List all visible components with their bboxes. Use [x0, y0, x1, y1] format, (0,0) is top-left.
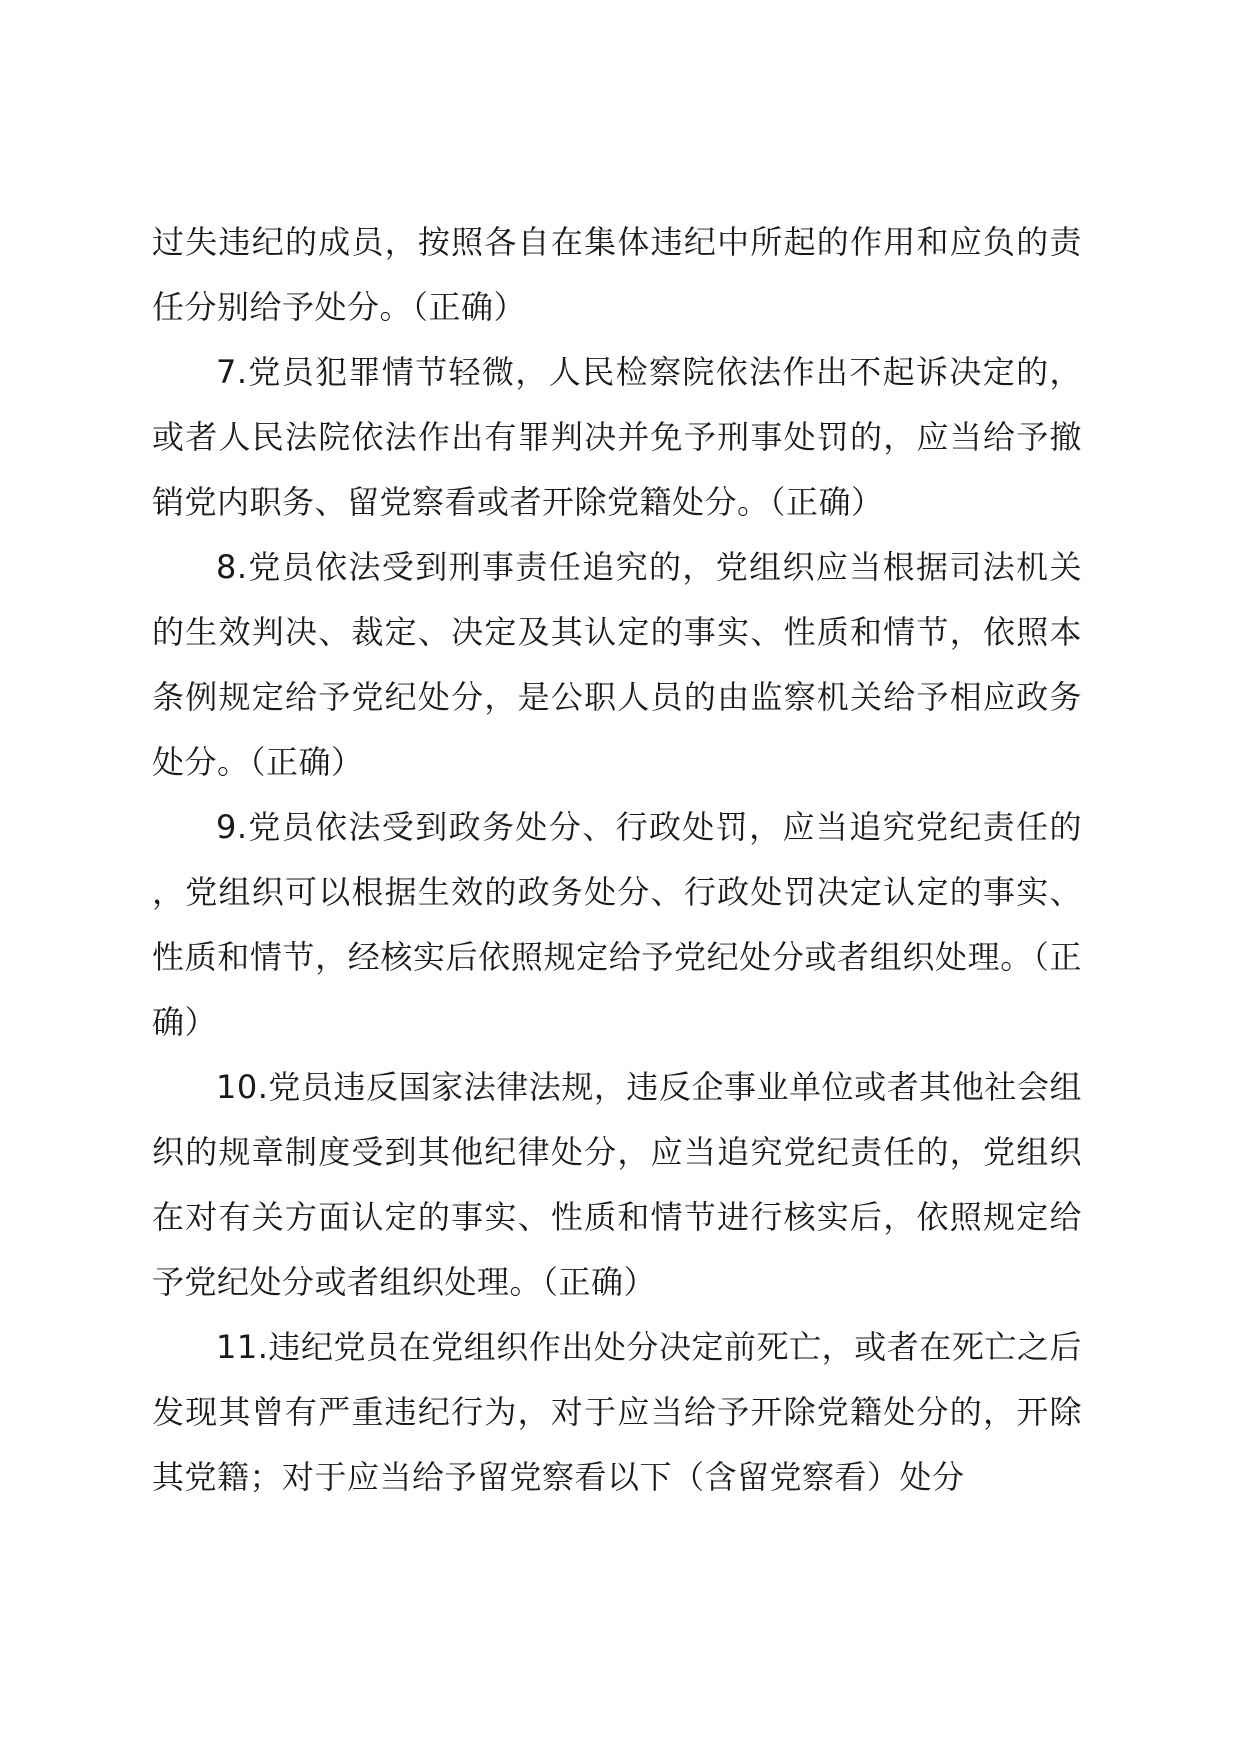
- paragraph-item-8: 8.党员依法受到刑事责任追究的，党组织应当根据司法机关的生效判决、裁定、决定及其认定的事实、性质和情节，依照本条例规定给予党纪处分，是公职人员的由监察机关给予相应政务处分。（正确）: [152, 548, 1082, 781]
- document-body: [152, 210, 1082, 1510]
- paragraph-item-9: 9.党员依法受到政务处分、行政处罚，应当追究党纪责任的，党组织可以根据生效的政务处分、行政处罚决定认定的事实、性质和情节，经核实后依照规定给予党纪处分或者组织处理。（正确）: [152, 808, 1082, 1041]
- paragraph-item-7: 7.党员犯罪情节轻微，人民检察院依法作出不起诉决定的，或者人民法院依法作出有罪判决并免予刑事处罚的，应当给予撤销党内职务、留党察看或者开除党籍处分。（正确）: [152, 353, 1082, 521]
- paragraph-continuation: 过失违纪的成员，按照各自在集体违纪中所起的作用和应负的责任分别给予处分。（正确）: [152, 223, 1082, 326]
- paragraph-item-10: 10.党员违反国家法律法规，违反企事业单位或者其他社会组织的规章制度受到其他纪律处分，应当追究党纪责任的，党组织在对有关方面认定的事实、性质和情节进行核实后，依照规定给予党纪处分或者组织处理。（正确）: [152, 1068, 1082, 1301]
- paragraph-item-11: 11.违纪党员在党组织作出处分决定前死亡，或者在死亡之后发现其曾有严重违纪行为，对于应当给予开除党籍处分的，开除其党籍；对于应当给予留党察看以下（含留党察看）处分: [152, 1328, 1082, 1496]
